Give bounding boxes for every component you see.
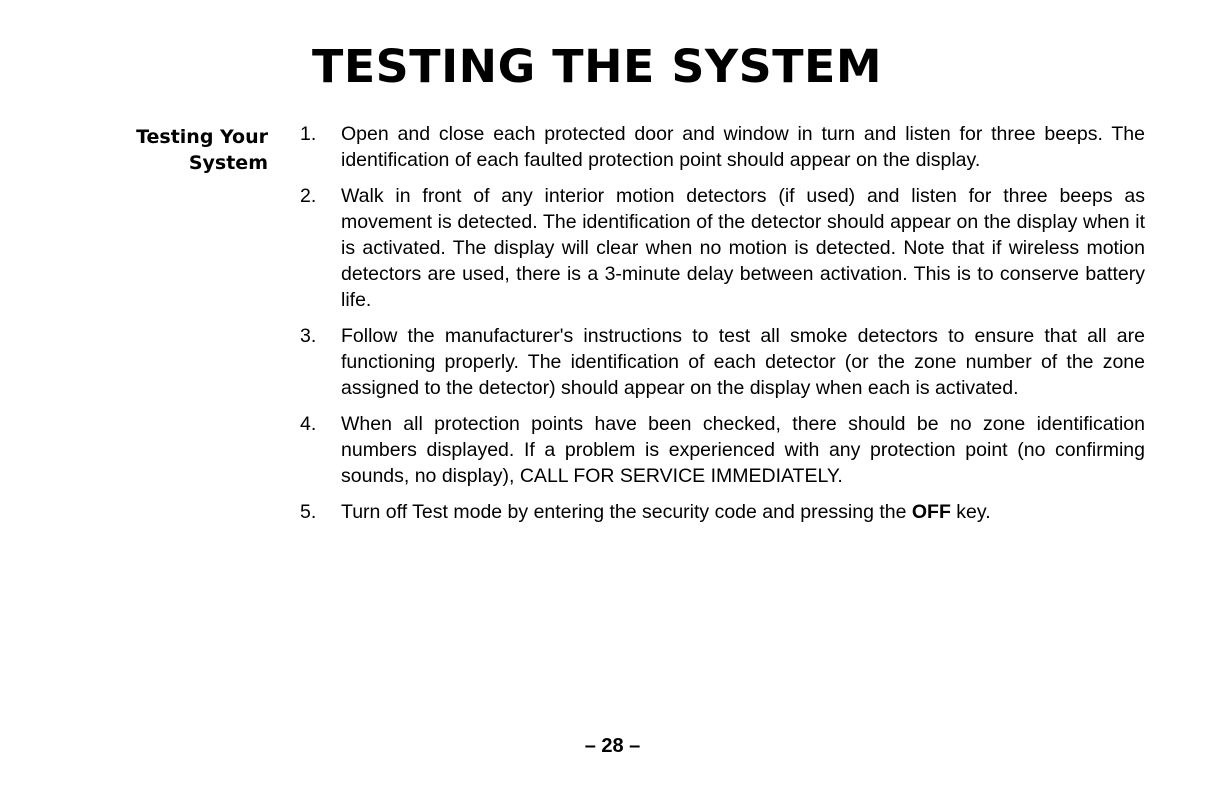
step-text: Follow the manufacturer's instructions to test all smoke detectors to ensure that all are functioning properly. The identification of each detector (or the zone number of the zone assigned to the detector) should appear on the display when each is activated. [341,325,1145,399]
page-title: TESTING THE SYSTEM [312,40,883,93]
step-1 [300,121,1145,173]
section-heading-line-1: Testing Your [136,126,268,148]
step-text: Walk in front of any interior motion detectors (if used) and listen for three beeps as movement is detected. The identification of the detector should appear on the display when it is activated. The display will clear when no motion is detected. Note that if wireless motion detectors are used, there is a 3-minute delay between activation. This is to conserve battery life. [341,185,1145,311]
step-number: 3. [300,325,317,347]
testing-steps-list [300,121,1145,535]
step-text: Open and close each protected door and window in turn and listen for three beeps. The identification of each faulted protection point should appear on the display. [341,123,1145,171]
step-5 [300,499,1145,525]
page-number: – 28 – [584,735,641,757]
step-text-after-key: key. [950,501,991,523]
step-number: 4. [300,413,317,435]
step-number: 5. [300,501,317,523]
step-number: 1. [300,123,317,145]
step-text: When all protection points have been checked, there should be no zone identification numbers displayed. If a problem is experienced with any protection point (no confirming sounds, no display), CALL FOR SERVICE IMMEDIATELY. [341,413,1145,487]
step-4 [300,411,1145,489]
step-number: 2. [300,185,317,207]
step-text-before-key: Turn off Test mode by entering the security code and pressing the [341,501,912,523]
section-heading-line-2: System [188,152,268,174]
step-3 [300,323,1145,401]
step-text [341,501,991,523]
step-2 [300,183,1145,313]
off-key-label: OFF [911,501,951,523]
section-heading [0,124,268,176]
